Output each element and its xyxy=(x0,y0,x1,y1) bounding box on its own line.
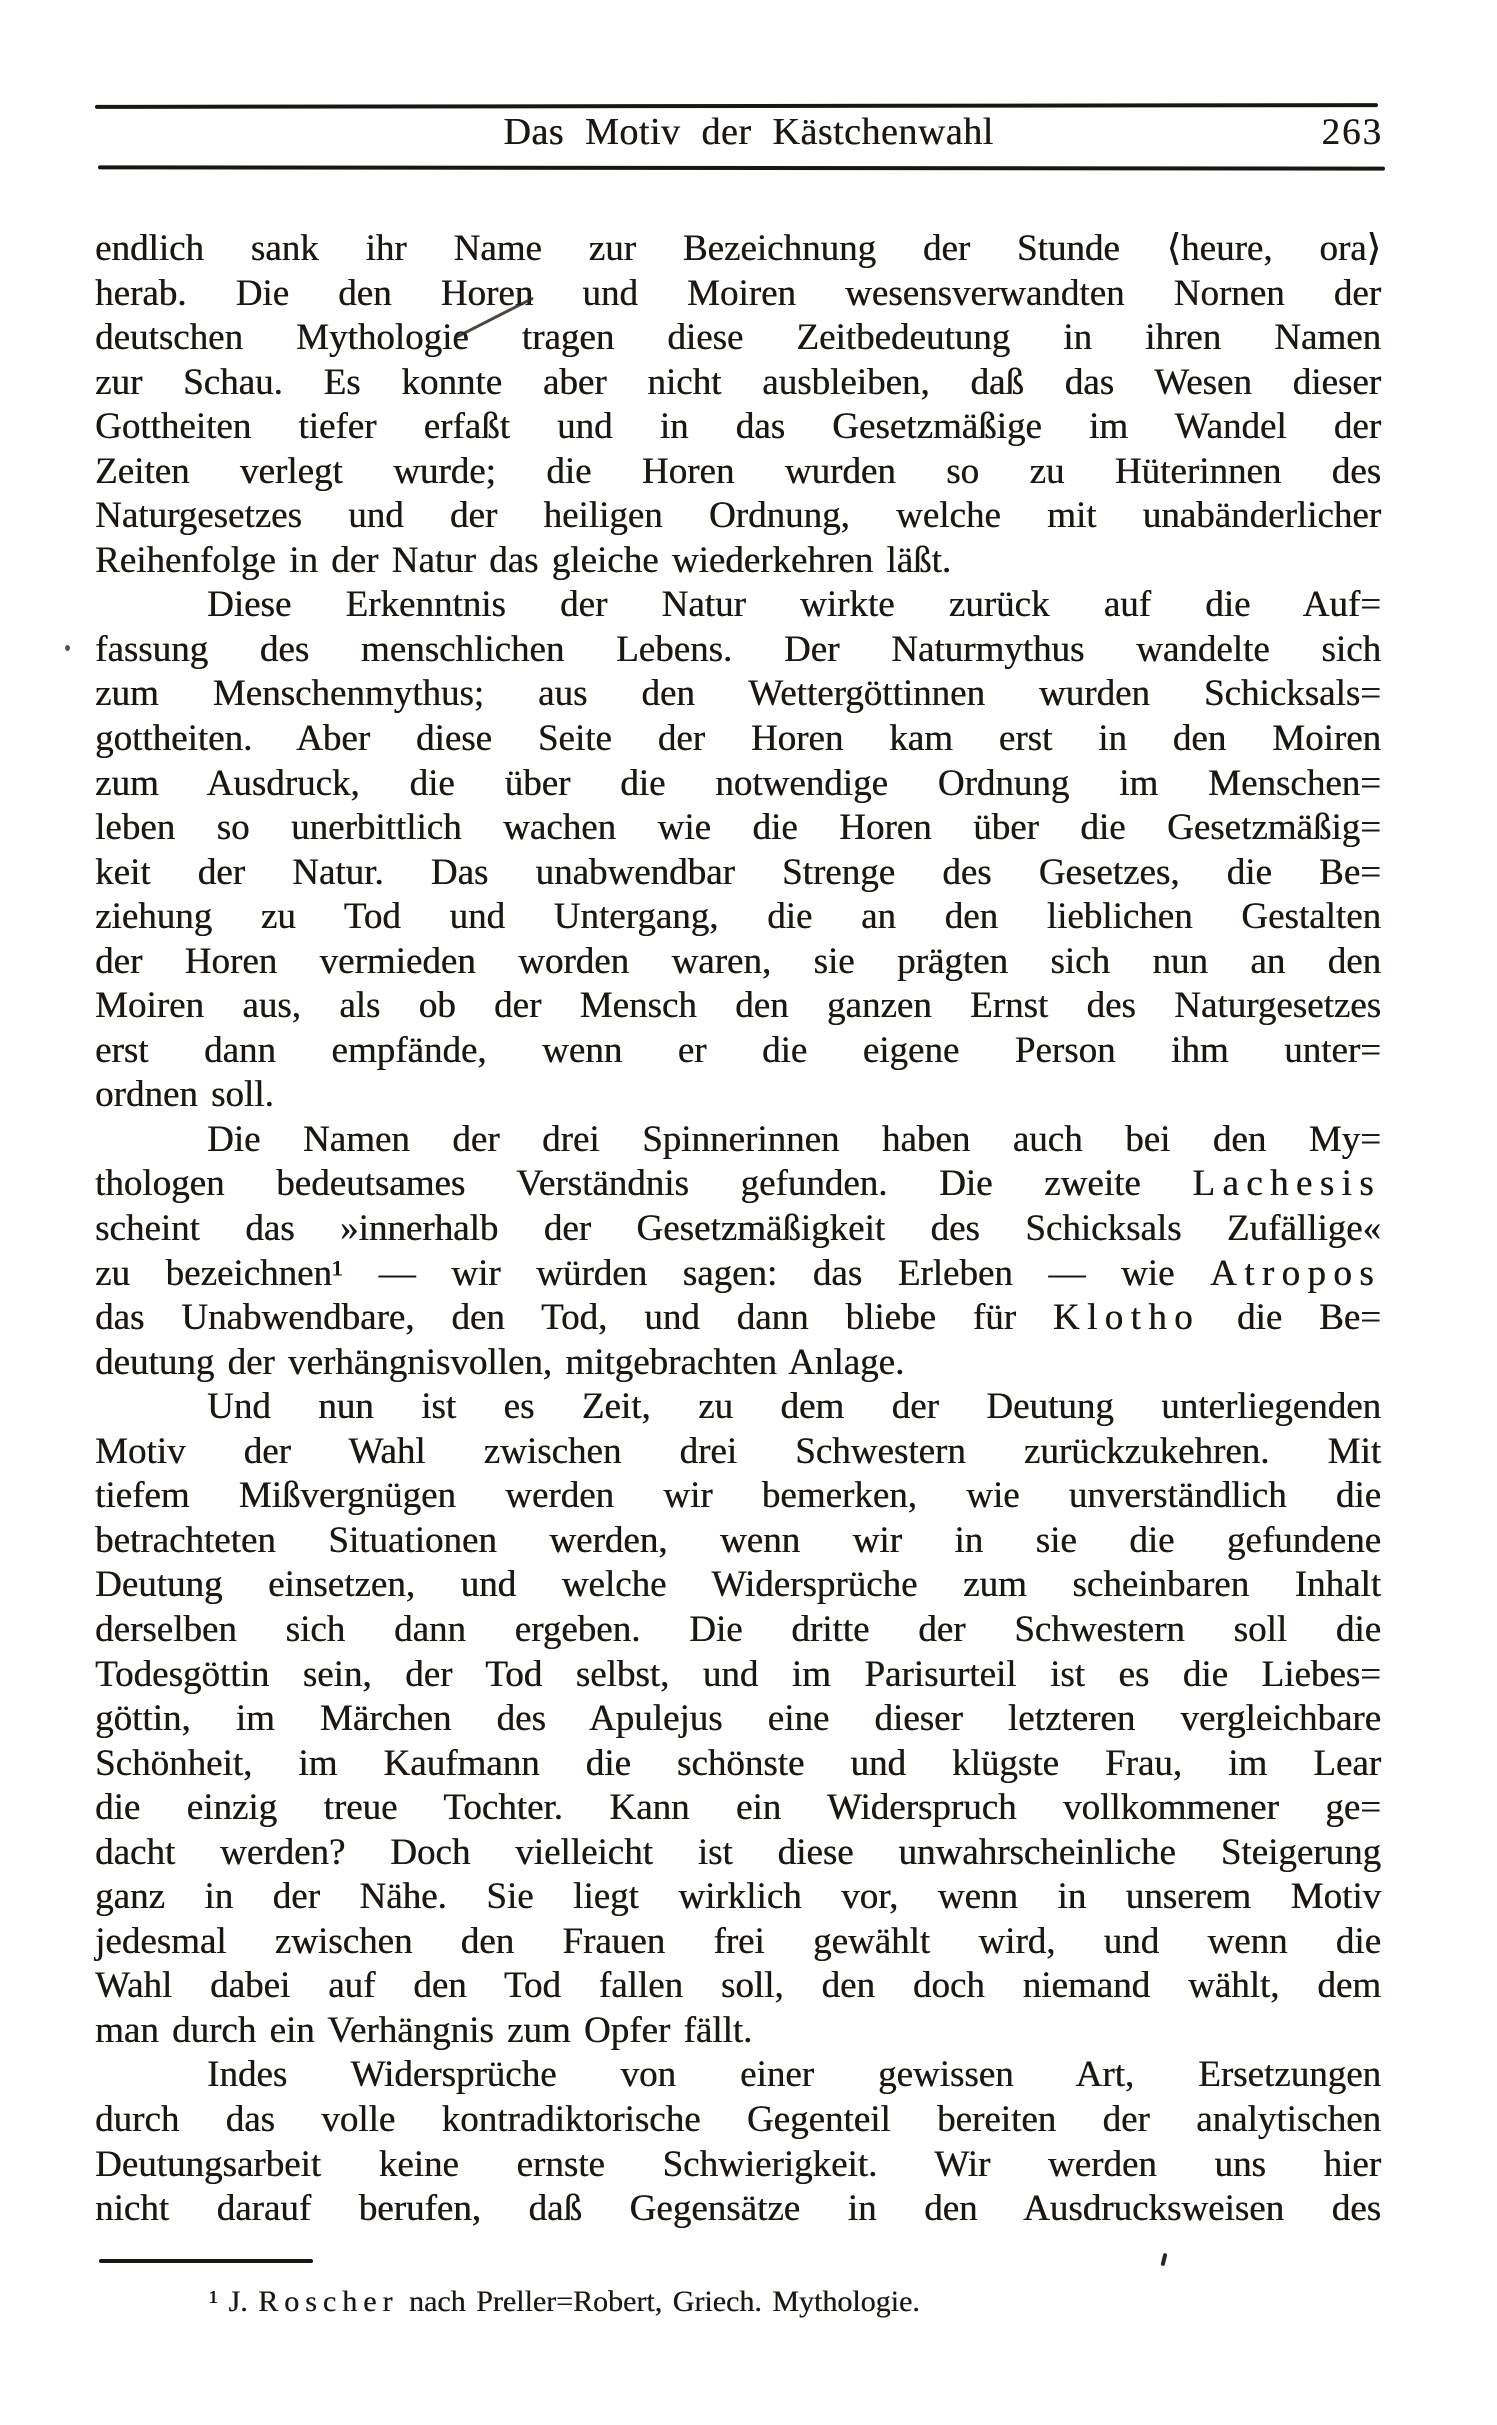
text-line: nicht darauf berufen, daß Gegensätze in den Ausdrucksweisen des xyxy=(95,2188,1381,2230)
ink-speck-left-margin xyxy=(65,645,70,651)
text-line: herab. Die den Horen und Moiren wesensverwandten Nornen der xyxy=(95,272,1381,314)
text-line: deutschen Mythologie tragen diese Zeitbedeutung in ihren Namen xyxy=(95,317,1381,359)
text-line: zur Schau. Es konnte aber nicht ausbleiben, daß das Wesen dieser xyxy=(95,361,1381,403)
text-line: Todesgöttin sein, der Tod selbst, und im Parisurteil ist es die Liebes= xyxy=(95,1653,1381,1695)
page-running-title: Das Motiv der Kästchenwahl xyxy=(503,111,994,153)
page-number: 263 xyxy=(1321,112,1383,153)
text-line: derselben sich dann ergeben. Die dritte der Schwestern soll die xyxy=(95,1608,1381,1650)
body-text xyxy=(95,227,1381,2232)
text-line: tiefem Mißvergnügen werden wir bemerken, wie unverständlich die xyxy=(95,1475,1381,1517)
header-rule-top xyxy=(95,103,1378,109)
text-line: erst dann empfände, wenn er die eigene Person ihm unter= xyxy=(95,1029,1381,1071)
text-line: Zeiten verlegt wurde; die Horen wurden so zu Hüterinnen des xyxy=(95,450,1381,492)
text-line: Wahl dabei auf den Tod fallen soll, den doch niemand wählt, dem xyxy=(95,1965,1381,2007)
text-line: Gottheiten tiefer erfaßt und in das Gesetzmäßige im Wandel der xyxy=(95,406,1381,448)
text-line: Und nun ist es Zeit, zu dem der Deutung unterliegenden xyxy=(207,1386,1381,1428)
text-line: Indes Widersprüche von einer gewissen Art, Ersetzungen xyxy=(207,2054,1381,2096)
text-line: gottheiten. Aber diese Seite der Horen kam erst in den Moiren xyxy=(95,718,1381,760)
text-line: endlich sank ihr Name zur Bezeichnung der Stunde ⟨heure, ora⟩ xyxy=(95,228,1381,269)
text-line: dacht werden? Doch vielleicht ist diese unwahrscheinliche Steigerung xyxy=(95,1831,1381,1873)
text-line: durch das volle kontradiktorische Gegenteil bereiten der analytischen xyxy=(95,2098,1381,2140)
text-line: ganz in der Nähe. Sie liegt wirklich vor, wenn in unserem Motiv xyxy=(95,1876,1381,1918)
text-line: das Unabwendbare, den Tod, und dann bliebe für Klotho die Be= xyxy=(95,1297,1382,1339)
text-line: thologen bedeutsames Verständnis gefunden. Die zweite Lachesis xyxy=(95,1163,1381,1205)
text-line: leben so unerbittlich wachen wie die Horen über die Gesetzmäßig= xyxy=(95,807,1381,849)
text-line: deutung der verhängnisvollen, mitgebrachten Anlage. xyxy=(95,1341,905,1383)
text-line: die einzig treue Tochter. Kann ein Widerspruch vollkommener ge= xyxy=(95,1787,1381,1829)
footnote-rule xyxy=(99,2259,313,2263)
text-line: Diese Erkenntnis der Natur wirkte zurück auf die Auf= xyxy=(207,584,1381,626)
text-line: zu bezeichnen¹ — wir würden sagen: das Erleben — wie Atropos xyxy=(95,1252,1381,1294)
text-line: fassung des menschlichen Lebens. Der Naturmythus wandelte sich xyxy=(95,628,1381,670)
text-line: man durch ein Verhängnis zum Opfer fällt. xyxy=(95,2009,753,2051)
text-line: Deutung einsetzen, und welche Widersprüche zum scheinbaren Inhalt xyxy=(95,1564,1381,1606)
text-line: zum Menschenmythus; aus den Wettergöttinnen wurden Schicksals= xyxy=(95,673,1381,715)
text-line: Schönheit, im Kaufmann die schönste und klügste Frau, im Lear xyxy=(95,1742,1381,1784)
header-rule-bottom xyxy=(98,165,1385,170)
text-line: Die Namen der drei Spinnerinnen haben auch bei den My= xyxy=(207,1118,1381,1160)
text-line: ziehung zu Tod und Untergang, die an den lieblichen Gestalten xyxy=(95,896,1381,938)
text-line: jedesmal zwischen den Frauen frei gewählt wird, und wenn die xyxy=(95,1920,1381,1962)
text-line: Deutungsarbeit keine ernste Schwierigkeit. Wir werden uns hier xyxy=(95,2143,1381,2185)
text-line: der Horen vermieden worden waren, sie prägten sich nun an den xyxy=(95,940,1381,982)
letterspaced-name: Klotho xyxy=(1052,1297,1201,1339)
letterspaced-name: Roscher xyxy=(258,2285,399,2318)
text-line: betrachteten Situationen werden, wenn wir in sie die gefundene xyxy=(95,1519,1381,1561)
text-line: zum Ausdruck, die über die notwendige Ordnung im Menschen= xyxy=(95,762,1381,804)
letterspaced-name: Lachesis xyxy=(1192,1163,1381,1205)
text-line: Moiren aus, als ob der Mensch den ganzen Ernst des Naturgesetzes xyxy=(95,985,1381,1027)
ink-speck-right xyxy=(1160,2253,1167,2267)
text-line: keit der Natur. Das unabwendbar Strenge des Gesetzes, die Be= xyxy=(95,851,1381,893)
text-line: Motiv der Wahl zwischen drei Schwestern zurückzukehren. Mit xyxy=(95,1430,1381,1472)
text-line: ordnen soll. xyxy=(95,1074,274,1116)
text-line: Reihenfolge in der Natur das gleiche wiederkehren läßt. xyxy=(95,539,952,581)
text-line: Naturgesetzes und der heiligen Ordnung, welche mit unabänderlicher xyxy=(95,495,1381,537)
text-line: scheint das »innerhalb der Gesetzmäßigkeit des Schicksals Zufällige« xyxy=(95,1208,1381,1250)
text-line: göttin, im Märchen des Apulejus eine dieser letzteren vergleichbare xyxy=(95,1698,1381,1740)
letterspaced-name: Atropos xyxy=(1209,1252,1381,1294)
footnote: ¹ J. Roscher nach Preller=Robert, Griech. Mythologie. xyxy=(209,2285,920,2318)
